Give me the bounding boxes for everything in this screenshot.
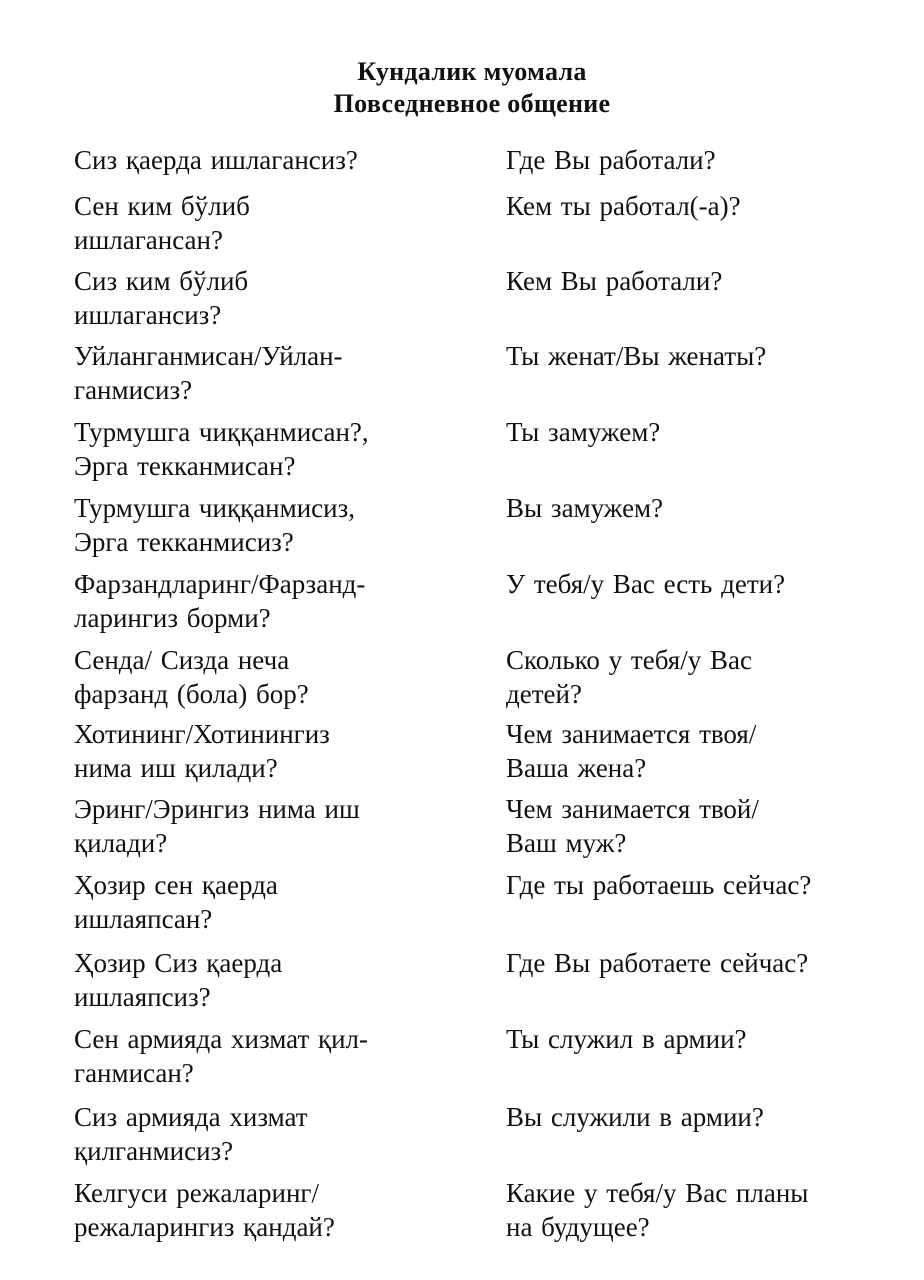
- russian-translation: Ты женат/Вы женаты?: [506, 341, 767, 371]
- uzbek-phrase: Ҳозир Сиз қаерда ишлаяпсиз?: [74, 948, 283, 1012]
- uzbek-phrase: Келгуси режаларинг/ режаларингиз қандай?: [74, 1178, 335, 1242]
- russian-translation: Ты служил в армии?: [506, 1024, 747, 1054]
- uzbek-phrase: Хотининг/Хотинингиз нима иш қилади?: [74, 719, 330, 783]
- uzbek-phrase: Сиз ким бўлиб ишлагансиз?: [74, 266, 249, 330]
- russian-translation: Какие у тебя/у Вас планы на будущее?: [506, 1178, 809, 1242]
- russian-translation: Ты замужем?: [506, 417, 661, 447]
- russian-translation: Вы замужем?: [506, 493, 664, 523]
- russian-translation: Сколько у тебя/у Вас детей?: [506, 645, 752, 709]
- uzbek-phrase: Сен армияда хизмат қил- ганмисан?: [74, 1024, 369, 1088]
- heading-uzbek: Кундалик муомала: [357, 57, 587, 86]
- uzbek-phrase: Сиз армияда хизмат қилганмисиз?: [74, 1102, 308, 1166]
- russian-translation: У тебя/у Вас есть дети?: [506, 569, 786, 599]
- uzbek-phrase: Эринг/Эрингиз нима иш қилади?: [74, 794, 360, 858]
- uzbek-phrase: Сиз қаерда ишлагансиз?: [74, 145, 358, 175]
- uzbek-phrase: Турмушга чиққанмисиз, Эрга текканмисиз?: [74, 493, 356, 557]
- uzbek-phrase: Ҳозир сен қаерда ишлаяпсан?: [74, 870, 278, 934]
- uzbek-phrase: Турмушга чиққанмисан?, Эрга текканмисан?: [74, 417, 369, 481]
- russian-translation: Где ты работаешь сейчас?: [506, 870, 812, 900]
- uzbek-phrase: Фарзандларинг/Фарзанд- ларингиз борми?: [74, 569, 366, 633]
- uzbek-phrase: Уйланганмисан/Уйлан- ганмисиз?: [74, 341, 343, 405]
- russian-translation: Кем ты работал(-а)?: [506, 191, 741, 221]
- uzbek-phrase: Сенда/ Сизда неча фарзанд (бола) бор?: [74, 645, 309, 709]
- russian-translation: Кем Вы работали?: [506, 266, 723, 296]
- uzbek-phrase: Сен ким бўлиб ишлагансан?: [74, 191, 250, 255]
- russian-translation: Чем занимается твоя/ Ваша жена?: [506, 719, 757, 783]
- russian-translation: Вы служили в армии?: [506, 1102, 764, 1132]
- russian-translation: Где Вы работали?: [506, 145, 716, 175]
- russian-translation: Где Вы работаете сейчас?: [506, 948, 809, 978]
- russian-translation: Чем занимается твой/ Ваш муж?: [506, 794, 759, 858]
- heading-russian: Повседневное общение: [333, 89, 611, 118]
